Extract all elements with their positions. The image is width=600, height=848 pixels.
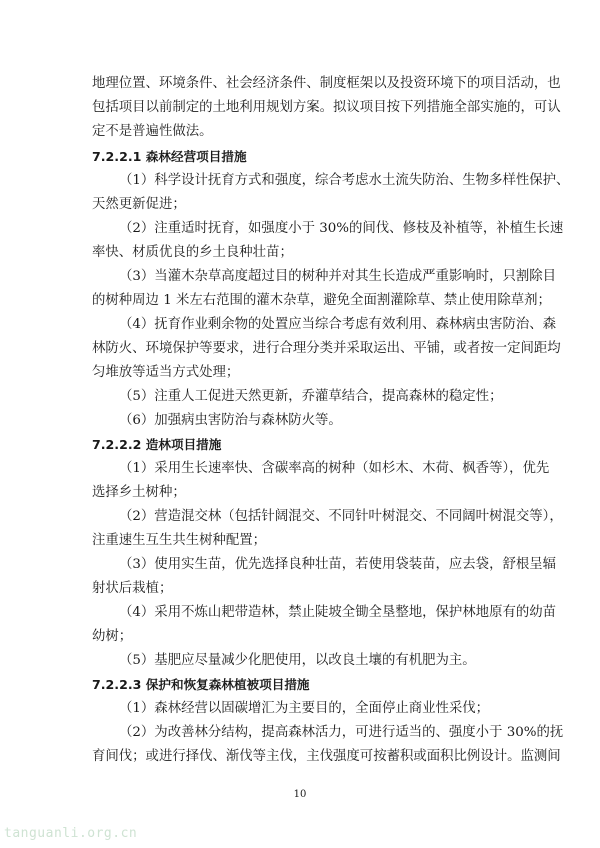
- watermark-text: tanguanli.org.cn: [4, 826, 138, 841]
- list-item: [92, 385, 508, 409]
- text-line: （2）注重适时抚育，如强度小于 30%的间伐、修枝及补植等，补植生长速: [119, 221, 564, 236]
- text-line: （3）当灌木杂草高度超过目的树种并对其生长造成严重影响时，只割除目: [119, 269, 557, 284]
- text-line: 幼树；: [92, 629, 133, 644]
- text-line: （1）科学设计抚育方式和强度，综合考虑水土流失防治、生物多样性保护、: [119, 173, 570, 188]
- text-line: 率快、材质优良的乡土良种壮苗；: [92, 245, 293, 260]
- section-heading-7-2-2-3: 7.2.2.3 保护和恢复森林植被项目措施: [92, 677, 310, 692]
- text-line: 定不是普遍性做法。: [92, 124, 213, 139]
- text-line: 林防火、环境保护等要求，进行合理分类并采取运出、平铺，或者按一定间距均: [92, 341, 561, 356]
- list-item: [92, 313, 561, 385]
- text-line: 匀堆放等适当方式处理；: [92, 365, 240, 380]
- text-line: （4）抚育作业剩余物的处置应当综合考虑有效利用、森林病虫害防治、森: [119, 317, 557, 332]
- list-item: [92, 409, 508, 433]
- text-line: （5）基肥应尽量减少化肥使用，以改良土壤的有机肥为主。: [119, 653, 476, 668]
- list-item: [92, 169, 570, 217]
- text-line: （2）营造混交林（包括针阔混交、不同针叶树混交、不同阔叶树混交等），: [119, 509, 563, 524]
- text-line: 地理位置、环境条件、社会经济条件、制度框架以及投资环境下的项目活动，也: [92, 76, 561, 91]
- list-item: [92, 601, 557, 649]
- text-line: （5）注重人工促进天然更新，乔灌草结合，提高森林的稳定性；: [119, 389, 503, 404]
- list-item: [92, 697, 508, 721]
- text-line: 天然更新促进；: [92, 197, 186, 212]
- list-item: [92, 505, 563, 553]
- list-item: [92, 553, 557, 601]
- list-item: [92, 457, 550, 505]
- text-line: （1）森林经营以固碳增汇为主要目的，全面停止商业性采伐；: [119, 701, 490, 716]
- text-line: （2）为改善林分结构，提高森林活力，可进行适当的、强度小于 30%的抚: [119, 725, 564, 740]
- text-line: （6）加强病虫害防治与森林防火等。: [119, 413, 342, 428]
- text-line: （4）采用不炼山耙带造林，禁止陡坡全锄全垦整地，保护林地原有的幼苗: [119, 605, 557, 620]
- section-heading-7-2-2-2: 7.2.2.2 造林项目措施: [92, 437, 222, 452]
- intro-paragraph: [92, 72, 561, 144]
- list-item: [92, 217, 564, 265]
- text-line: （1）采用生长速率快、含碳率高的树种（如杉木、木荷、枫香等），优先: [119, 461, 550, 476]
- text-line: 育间伐；或进行择伐、渐伐等主伐，主伐强度可按蓄积或面积比例设计。监测间: [92, 749, 561, 764]
- text-line: 包括项目以前制定的土地利用规划方案。拟议项目按下列措施全部实施的，可认: [92, 100, 561, 115]
- list-item: [92, 265, 557, 313]
- page-number: 10: [293, 789, 307, 800]
- list-item: [92, 649, 508, 673]
- text-line: 射状后栽植；: [92, 581, 173, 596]
- text-line: 注重速生互生共生树种配置；: [92, 533, 267, 548]
- text-line: 的树种周边 1 米左右范围的灌木杂草，避免全面割灌除草、禁止使用除草剂；: [92, 293, 551, 308]
- text-line: （3）使用实生苗，优先选择良种壮苗，若使用袋装苗，应去袋，舒根呈辐: [119, 557, 557, 572]
- list-item: [92, 721, 564, 769]
- section-heading-7-2-2-1: 7.2.2.1 森林经营项目措施: [92, 149, 247, 164]
- text-line: 选择乡土树种；: [92, 485, 186, 500]
